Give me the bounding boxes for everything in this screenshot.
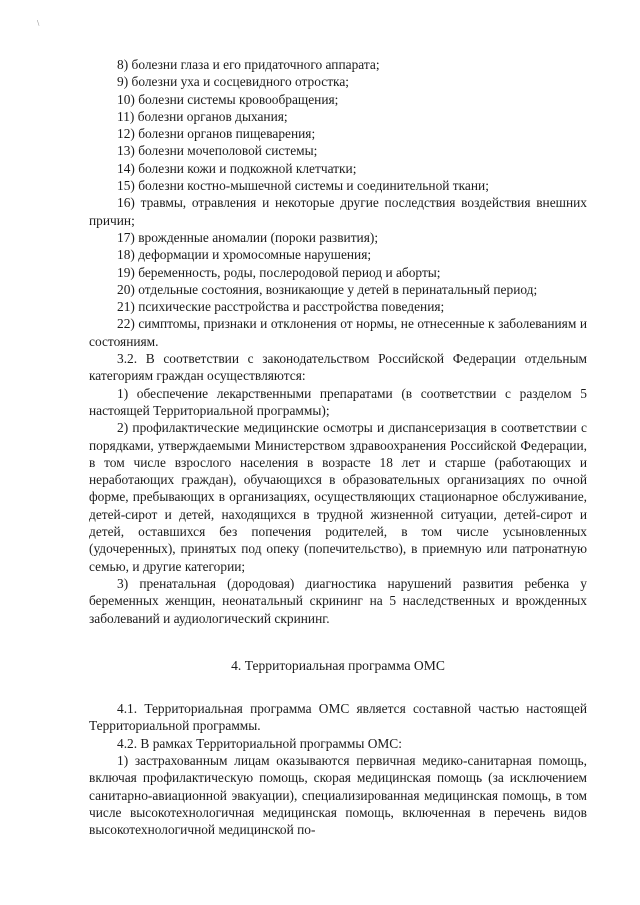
list-item-10: 10) болезни системы кровообращения;: [117, 91, 339, 107]
paragraph-4-2: 4.2. В рамках Территориальной программы ОМС:: [117, 735, 402, 751]
list-item-9: 9) болезни уха и сосцевидного отростка;: [117, 74, 350, 90]
list-item-8: 8) болезни глаза и его придаточного аппарата;: [117, 57, 380, 72]
paragraph-4-1: 4.1. Территориальная программа ОМС является составной частью настоящей Территориальной программы.: [89, 701, 587, 734]
paragraph-3-2: 3.2. В соответствии с законодательством Российской Федерации отдельным категориям граждан осуществляются:: [89, 351, 587, 384]
paragraph-3-2-item-3: 3) пренатальная (дородовая) диагностика нарушений развития ребенка у беременных женщин, неонатальный скрининг на 5 наследственных и врожденных заболеваний и аудиологический скрининг.: [89, 575, 587, 626]
list-item-21: 21) психические расстройства и расстройства поведения;: [117, 299, 445, 315]
paragraph-3-2-item-1: 1) обеспечение лекарственными препаратами (в соответствии с разделом 5 настоящей Территориальной программы);: [89, 385, 587, 418]
list-item-11: 11) болезни органов дыхания;: [117, 108, 288, 124]
paragraph-3-2-item-2: 2) профилактические медицинские осмотры и диспансеризация в соответствии с порядками, утверждаемыми Министерством здравоохранения Российской Федерации, в том числе взрослого населения в возрасте 18 лет и старше (работающих и неработающих граждан), обучающихся в образовательных организациях по очной форме, пребывающих в организациях, осуществляющих стационарное обслуживание, детей-сирот и детей, находящихся в трудной жизненной ситуации, детей-сирот и детей, оставшихся без попечения родителей, в том числе усыновленных (удочеренных), принятых под опеку (попечительство), в приемную или патронатную семью, и другие категории;: [89, 420, 587, 574]
list-item-20: 20) отдельные состояния, возникающие у детей в перинатальный период;: [117, 281, 538, 297]
list-item-14: 14) болезни кожи и подкожной клетчатки;: [117, 160, 357, 176]
paragraph-4-2-item-1: 1) застрахованным лицам оказываются первичная медико-санитарная помощь, включая профилактическую помощь, скорая медицинская помощь (за исключением санитарно-авиационной эвакуации), специализированная медицинская помощь, в том числе высокотехнологичная медицинская помощь, включенная в перечень видов высокотехнологичной медицинской по-: [89, 752, 587, 838]
document-body: [89, 56, 587, 838]
list-item-19: 19) беременность, роды, послеродовой период и аборты;: [117, 264, 441, 280]
list-item-12: 12) болезни органов пищеварения;: [117, 126, 316, 142]
corner-mark: \: [37, 19, 40, 27]
list-item-16: 16) травмы, отравления и некоторые другие последствия воздействия внешних причин;: [89, 195, 587, 228]
list-item-15: 15) болезни костно-мышечной системы и соединительной ткани;: [117, 178, 489, 194]
list-item-18: 18) деформации и хромосомные нарушения;: [117, 247, 372, 263]
list-item-22: 22) симптомы, признаки и отклонения от нормы, не отнесенные к заболеваниям и состояниям.: [89, 316, 587, 349]
section-4-heading: 4. Территориальная программа ОМС: [231, 657, 445, 673]
list-item-17: 17) врожденные аномалии (пороки развития);: [117, 229, 379, 245]
list-item-13: 13) болезни мочеполовой системы;: [117, 143, 318, 159]
